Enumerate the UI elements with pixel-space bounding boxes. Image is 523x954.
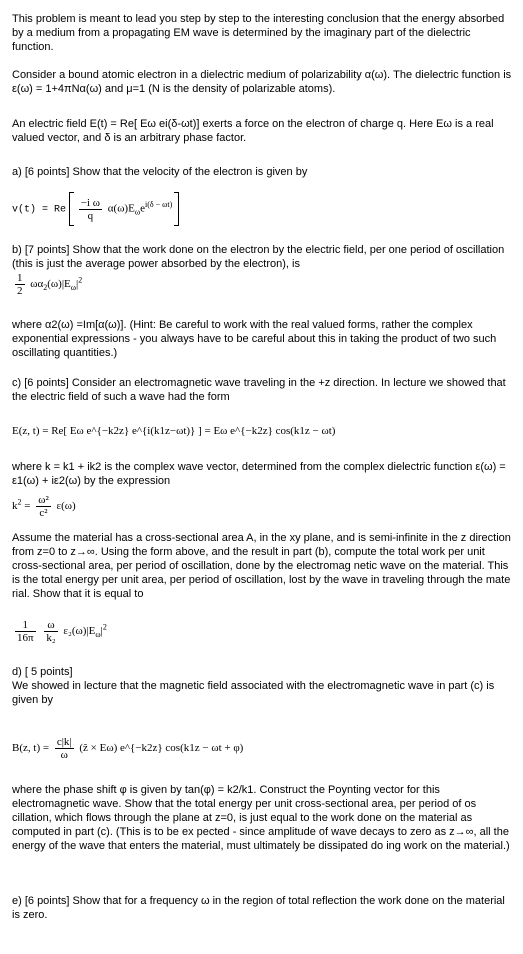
part-d-prompt: We showed in lecture that the magnetic field associated with the electromagnetic wave in part (c) is given by [12,680,495,706]
intro-paragraph: This problem is meant to lead you step by step to the interesting conclusion that the energy absorbed by a medium from a propagating EM wave is determined by the imaginary part of the dielectric function. [12,13,505,53]
part-c-prompt: c) [6 points] Consider an electromagnetic wave traveling in the +z direction. In lecture we showed that the electric field of such a wave had the form [12,377,506,403]
magnetic-field-equation: B(z, t) = $\frac{c|k|}{\omega}$ (ẑ × Eω) e^{−k2z} cos(k1z − ωt + φ) [12,736,244,761]
part-a-prompt: a) [6 points] Show that the velocity of the electron is given by [12,166,308,178]
part-d-body: where the phase shift φ is given by tan(φ) = k2/k1. Construct the Poynting vector for this electromagnetic wave. Show that the total energy per unit cross-sectional area, per period of os cillation, which flows through the plane at z=0, is just equal to the work done on the material as computed in part (c). (This is to be ex pected - since amplitude of wave decays to zero as z→∞, all the energy of the wave that enters the material, must ultimately be dissipated do ing work on the material.) [12,784,510,852]
part-b-note: where α2(ω) =Im[α(ω)]. (Hint: Be careful to work with the real valued forms, rather the complex exponential expressions - you always have to be careful about this in taking the product of two such oscillating quantities.) [12,319,497,359]
field-equation: E(z, t) = Re[ Eω e^{−k2z} e^{i(k1z−ωt)} ] = Eω e^{−k2z} cos(k1z − ωt) [12,425,336,437]
part-b-prompt: b) [7 points] Show that the work done on the electron by the electric field, per one period of oscillation (this is just the average power absorbed by the electron), is [12,244,505,270]
work-equation: $\frac{1}{2}$ $\omega\alpha_2(\omega)|E_\omega|^2$ [17,272,83,297]
wavevector-equation: $k^2$ = $\frac{\text{ω²}}{\text{c²}}$ ε(ω) [12,494,76,519]
consider-paragraph: Consider a bound atomic electron in a dielectric medium of polarizability α(ω). The dielectric function is ε(ω) = 1+4πNα(ω) and μ=1 (N is the density of polarizable atoms). [12,69,512,95]
energy-loss-equation: $\frac{1}{16\pi}$ $\frac{\omega}{\text{k₂}}$ $\varepsilon_2(\omega)|E_\omega|^2$ [17,619,107,644]
part-c-k: where k = k1 + ik2 is the complex wave vector, determined from the complex dielectric function ε(ω) = ε1(ω) + iε2(ω) by the expression [12,461,506,487]
part-d-head: d) [ 5 points] [12,666,73,678]
field-paragraph: An electric field E(t) = Re[ Eω ei(δ-ωt)] exerts a force on the electron of charge q. Here Eω is a real valued vector, and δ is an arbitrary phase factor. [12,118,494,144]
part-c-body: Assume the material has a cross-sectional area A, in the xy plane, and is semi-infinite in the z direction from z=0 to z→∞. Using the form above, and the result in part (b), compute the total work per unit cross-sectional area, per period of oscillation, done by the electromag netic wave on the material. This is the total energy per unit area, per period of oscillation, lost by the wave in traveling through the mate rial. Show that it is equal to [12,532,511,600]
velocity-equation: v(t) = Re $\frac{\text{−i ω}}{q}$ $\alpha(\omega)E_\omega e^{i(\delta - \omega t)}$ [12,192,179,226]
part-e: e) [6 points] Show that for a frequency ω in the region of total reflection the work done on the material is zero. [12,895,505,921]
